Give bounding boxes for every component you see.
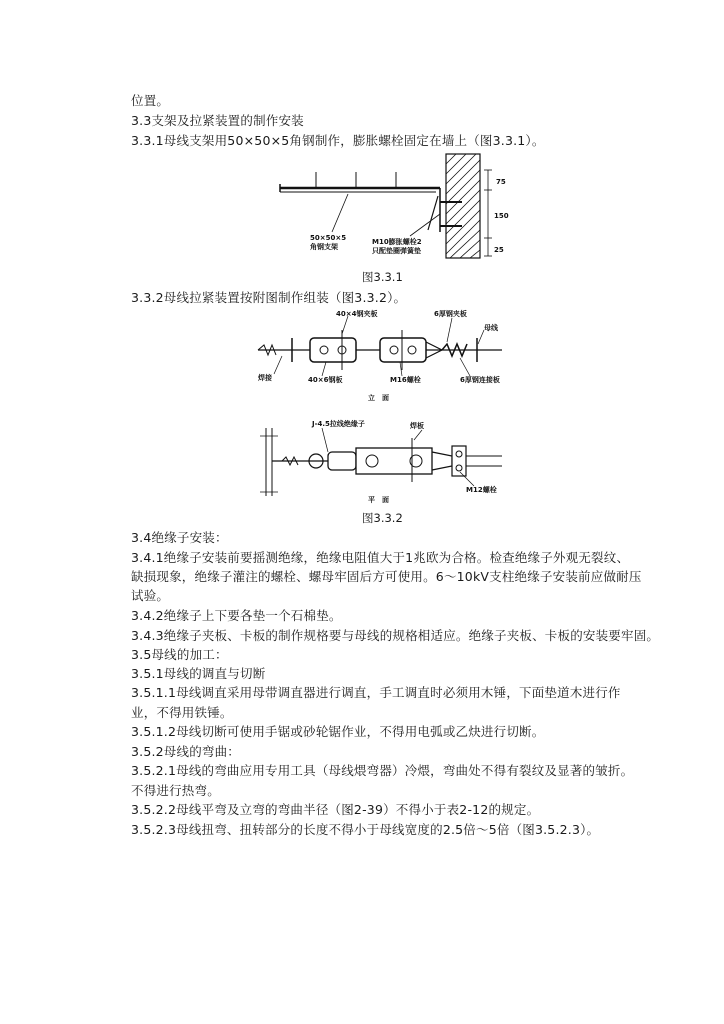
text-line: 3.5.2.2母线平弯及立弯的弯曲半径（图2-39）不得小于表2-12的规定。 (131, 802, 540, 817)
text-line: 试验。 (131, 588, 170, 603)
text-line: 3.4.2绝缘子上下要各垫一个石棉垫。 (131, 608, 342, 623)
figure-3-3-2 (252, 306, 512, 506)
label-plate40: 40×6钢板 (308, 376, 343, 384)
label-m12: M12螺栓 (466, 486, 497, 494)
figure-caption: 图3.3.2 (362, 511, 403, 525)
label-m16: M16螺栓 (390, 376, 421, 384)
text-line: 3.4.1绝缘子安装前要摇测绝缘，绝缘电阻值大于1兆欧为合格。检查绝缘子外观无裂纹、 (131, 550, 630, 565)
text-line: 3.4.3绝缘子夹板、卡板的制作规格要与母线的规格相适应。绝缘子夹板、卡板的安装要牢固。 (131, 628, 660, 643)
angle-label-1: 50×50×5 (310, 234, 347, 242)
bolt-label-1: M10膨胀螺栓2 (372, 238, 422, 246)
label-6clamp: 6厚钢夹板 (434, 310, 467, 318)
section-heading: 3.4绝缘子安装： (131, 530, 228, 545)
elevation-title: 立 面 (368, 394, 389, 402)
text-line: 3.5.2.1母线的弯曲应用专用工具（母线煨弯器）冷煨，弯曲处不得有裂纹及显著的皱折。 (131, 763, 634, 778)
figure-caption: 图3.3.1 (362, 270, 403, 284)
plan-title: 平 面 (368, 496, 389, 504)
angle-label-2: 角钢支架 (310, 243, 338, 251)
text-line: 缺损现象，绝缘子灌注的螺栓、螺母牢固后方可使用。6～10kV支柱绝缘子安装前应做耐压 (131, 569, 642, 584)
section-heading: 3.5母线的加工： (131, 647, 228, 662)
section-heading: 3.5.1母线的调直与切断 (131, 666, 266, 681)
label-weldplate: 焊板 (410, 422, 424, 430)
text-line: 3.3.2母线拉紧装置按附图制作组装（图3.3.2）。 (131, 290, 407, 305)
section-heading: 3.5.2母线的弯曲： (131, 744, 241, 759)
label-6plate: 6厚钢连接板 (460, 376, 500, 384)
label-insulator: J-4.5拉线绝缘子 (312, 420, 365, 428)
figure-3-3-1 (270, 152, 509, 264)
text-line: 位置。 (131, 93, 170, 108)
dim-bot: 25 (494, 246, 504, 254)
label-weld: 焊接 (258, 374, 272, 382)
label-clamp: 40×4钢夹板 (336, 310, 378, 318)
text-line: 3.5.2.3母线扭弯、扭转部分的长度不得小于母线宽度的2.5倍～5倍（图3.5.2.3）。 (131, 822, 600, 837)
text-line: 3.3.1母线支架用50×50×5角钢制作，膨胀螺栓固定在墙上（图3.3.1）。 (131, 133, 545, 148)
bolt-label-2: 只配垫圈弹簧垫 (372, 247, 421, 255)
label-busbar: 母线 (484, 324, 498, 332)
text-line: 不得进行热弯。 (131, 783, 220, 798)
text-line: 业，不得用铁锤。 (131, 705, 233, 720)
text-line: 3.5.1.2母线切断可使用手锯或砂轮锯作业，不得用电弧或乙炔进行切断。 (131, 724, 545, 739)
text-line: 3.5.1.1母线调直采用母带调直器进行调直，手工调直时必须用木锤，下面垫道木进行作 (131, 685, 621, 700)
dim-mid: 150 (494, 212, 509, 220)
section-heading: 3.3支架及拉紧装置的制作安装 (131, 113, 304, 128)
dim-top: 75 (496, 178, 506, 186)
